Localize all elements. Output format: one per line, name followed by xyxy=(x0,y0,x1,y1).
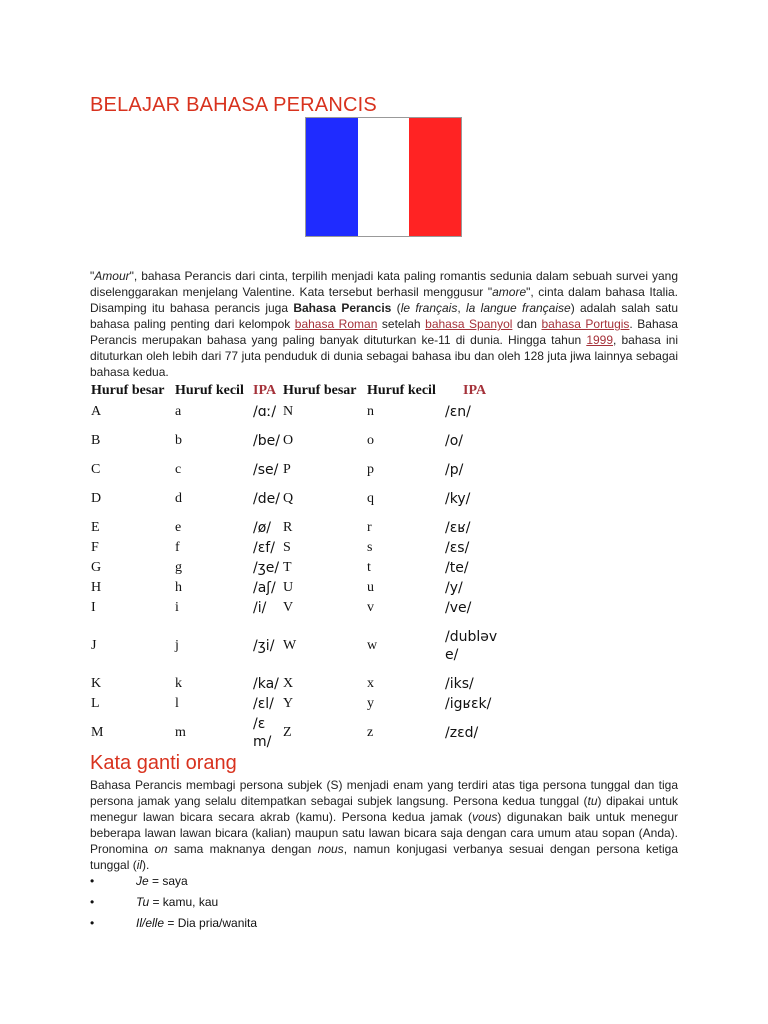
text: ) digunakan baik untuk menegur beberapa lawan lawan bicara (kalian) maupun satu lawan bicara saja dengan cara umum atau sopan (Anda). Pronomina xyxy=(90,810,678,856)
header-ipa-2 xyxy=(444,380,506,402)
uppercase-letter: I xyxy=(91,600,96,615)
ipa-value: /iks/ xyxy=(445,676,474,692)
uppercase-letter: P xyxy=(283,462,291,477)
alphabet-header-row xyxy=(90,380,506,402)
lowercase-letter: m xyxy=(175,725,186,740)
link-bahasa-portugis[interactable]: bahasa Portugis xyxy=(541,317,630,331)
text: dan xyxy=(512,317,542,331)
uppercase-letter: M xyxy=(91,725,104,740)
alphabet-row xyxy=(90,558,506,578)
alphabet-row xyxy=(90,538,506,558)
term-vous: vous xyxy=(472,810,498,824)
term-on: on xyxy=(154,842,168,856)
uppercase-letter: L xyxy=(91,696,100,711)
lowercase-letter: p xyxy=(367,462,374,477)
header-huruf-kecil-2: Huruf kecil xyxy=(367,383,436,398)
ipa-value: /ky/ xyxy=(445,491,471,507)
uppercase-letter: X xyxy=(283,676,294,691)
list-item-text xyxy=(136,893,218,911)
intro-paragraph xyxy=(90,268,678,380)
uppercase-letter: K xyxy=(91,676,102,691)
lowercase-letter: j xyxy=(175,638,179,653)
lowercase-letter: x xyxy=(367,676,374,691)
ipa-value: /ø/ xyxy=(253,520,271,536)
ipa-value: /dubləve/ xyxy=(445,629,498,663)
lowercase-letter: r xyxy=(367,520,372,535)
ipa-value: /ɛl/ xyxy=(253,696,274,712)
ipa-value: /p/ xyxy=(445,462,464,478)
term-il: il xyxy=(136,858,143,872)
text: ) adalah salah satu bahasa paling penting dari kelompok xyxy=(90,301,679,331)
alphabet-row xyxy=(90,598,506,618)
list-item-text xyxy=(136,914,257,932)
uppercase-letter: O xyxy=(283,433,294,448)
pronoun-def: = Dia pria/wanita xyxy=(164,916,258,930)
uppercase-letter: V xyxy=(283,600,294,615)
uppercase-letter: D xyxy=(91,491,102,506)
ipa-value: /y/ xyxy=(445,580,463,596)
header-huruf-besar-2: Huruf besar xyxy=(283,383,357,398)
term-bahasa-perancis: Bahasa Perancis xyxy=(293,301,392,315)
ipa-value: /ve/ xyxy=(445,600,472,616)
ipa-value: /ʒe/ xyxy=(253,560,280,576)
lowercase-letter: g xyxy=(175,560,182,575)
header-huruf-besar: Huruf besar xyxy=(91,383,165,398)
text: sama maknanya dengan xyxy=(167,842,318,856)
lowercase-letter: d xyxy=(175,491,182,506)
lowercase-letter: n xyxy=(367,404,374,419)
uppercase-letter: B xyxy=(91,433,101,448)
text: setelah xyxy=(377,317,426,331)
bullet-icon: • xyxy=(90,874,95,888)
uppercase-letter: Q xyxy=(283,491,294,506)
ipa-value: /ʒi/ xyxy=(253,638,275,654)
alphabet-row xyxy=(90,618,506,674)
text: Bahasa Perancis membagi persona subjek (S) menjadi enam yang terdiri atas tiga persona tunggal dan tiga persona jamak yang selalu ditempatkan sebagai subjek langsung. Persona kedua tunggal ( xyxy=(90,778,678,808)
uppercase-letter: J xyxy=(91,638,97,653)
lowercase-letter: f xyxy=(175,540,180,555)
uppercase-letter: E xyxy=(91,520,100,535)
ipa-value: /o/ xyxy=(445,433,463,449)
alphabet-row xyxy=(90,674,506,694)
uppercase-letter: F xyxy=(91,540,99,555)
page-title: BELAJAR BAHASA PERANCIS xyxy=(90,94,377,116)
pronoun-term: Je xyxy=(136,874,149,888)
uppercase-letter: S xyxy=(283,540,291,555)
alphabet-row xyxy=(90,460,506,480)
term-tu: tu xyxy=(587,794,598,808)
pronoun-term: Tu xyxy=(136,895,150,909)
alphabet-row xyxy=(90,578,506,598)
alphabet-row xyxy=(90,480,506,518)
lowercase-letter: y xyxy=(367,696,374,711)
pronoun-paragraph xyxy=(90,777,678,873)
ipa-value: /igʁɛk/ xyxy=(445,696,492,712)
link-1999[interactable]: 1999 xyxy=(586,333,614,347)
ipa-value: /de/ xyxy=(253,491,280,507)
pronoun-def: = saya xyxy=(148,874,188,888)
lowercase-letter: h xyxy=(175,580,182,595)
text: ) dipakai untuk menegur lawan bicara secara akrab (kamu). Persona kedua jamak ( xyxy=(90,794,678,824)
uppercase-letter: G xyxy=(91,560,102,575)
lowercase-letter: s xyxy=(367,540,373,555)
alphabet-body xyxy=(90,402,506,752)
ipa-value: /i/ xyxy=(253,600,267,616)
lowercase-letter: t xyxy=(367,560,371,575)
flag-stripe-blue xyxy=(306,118,358,236)
ipa-value: /aʃ/ xyxy=(253,580,276,596)
uppercase-letter: Y xyxy=(283,696,294,711)
link-bahasa-roman[interactable]: bahasa Roman xyxy=(294,317,378,331)
ipa-value: /ɛs/ xyxy=(445,540,470,556)
lowercase-letter: k xyxy=(175,676,182,691)
text: " xyxy=(90,269,95,283)
lowercase-letter: e xyxy=(175,520,182,535)
alphabet-row xyxy=(90,422,506,460)
flag-stripe-white xyxy=(358,118,410,236)
ipa-value: /ɑː/ xyxy=(253,404,277,420)
alphabet-row xyxy=(90,714,506,752)
text: , bahasa ini dituturkan oleh lebih dari 77 juta penduduk di dunia sebagai bahasa ibu dan oleh 128 juta jiwa lainnya sebagai bahasa kedua. xyxy=(90,333,678,379)
term-la-langue: la langue française xyxy=(466,301,571,315)
ipa-value: /zɛd/ xyxy=(445,725,479,741)
uppercase-letter: A xyxy=(91,404,102,419)
uppercase-letter: C xyxy=(91,462,101,477)
lowercase-letter: u xyxy=(367,580,374,595)
ipa-value: /te/ xyxy=(445,560,469,576)
link-ipa-2[interactable]: IPA xyxy=(463,383,487,398)
ipa-value: /be/ xyxy=(253,433,280,449)
link-ipa[interactable]: IPA xyxy=(253,383,277,398)
pronoun-def: = kamu, kau xyxy=(149,895,219,909)
lowercase-letter: a xyxy=(175,404,182,419)
lowercase-letter: q xyxy=(367,491,374,506)
ipa-value: /ka/ xyxy=(253,676,279,692)
lowercase-letter: z xyxy=(367,725,374,740)
term-amore: amore xyxy=(492,285,527,299)
link-bahasa-spanyol[interactable]: bahasa Spanyol xyxy=(425,317,513,331)
alphabet-row xyxy=(90,402,506,422)
ipa-value: /ɛf/ xyxy=(253,540,275,556)
alphabet-row xyxy=(90,518,506,538)
lowercase-letter: o xyxy=(367,433,374,448)
lowercase-letter: v xyxy=(367,600,374,615)
ipa-value: /se/ xyxy=(253,462,279,478)
flag-stripe-red xyxy=(409,118,461,236)
bullet-icon: • xyxy=(90,916,95,930)
section-heading: Kata ganti orang xyxy=(90,752,237,774)
uppercase-letter: R xyxy=(283,520,293,535)
text: ", cinta dalam bahasa Italia. Disamping itu bahasa perancis juga xyxy=(90,285,679,315)
header-huruf-kecil: Huruf kecil xyxy=(175,383,244,398)
uppercase-letter: H xyxy=(91,580,102,595)
ipa-value: /ɛʁ/ xyxy=(445,520,471,536)
alphabet-row xyxy=(90,694,506,714)
list-item-text xyxy=(136,872,188,890)
header-ipa xyxy=(252,380,282,402)
lowercase-letter: l xyxy=(175,696,179,711)
text: , namun konjugasi verbanya sesuai dengan persona ketiga tunggal ( xyxy=(90,842,678,872)
uppercase-letter: Z xyxy=(283,725,292,740)
lowercase-letter: i xyxy=(175,600,179,615)
text: ", bahasa Perancis dari cinta, terpilih menjadi kata paling romantis sedunia dalam sebuah survei yang diselenggarakan menjelang Valentine. Kata tersebut berhasil menggusur " xyxy=(90,269,678,299)
text: . Bahasa Perancis merupakan bahasa yang paling banyak dituturkan ke-11 di dunia. Hingga tahun xyxy=(90,317,678,347)
term-amour: Amour xyxy=(94,269,130,283)
french-flag-image xyxy=(305,117,462,237)
ipa-value: /ɛm/ xyxy=(253,716,272,750)
pronoun-term: Il/elle xyxy=(136,916,165,930)
uppercase-letter: N xyxy=(283,404,294,419)
uppercase-letter: W xyxy=(283,638,297,653)
lowercase-letter: w xyxy=(367,638,378,653)
uppercase-letter: T xyxy=(283,560,292,575)
text: ). xyxy=(142,858,150,872)
alphabet-table xyxy=(90,380,506,752)
ipa-value: /ɛn/ xyxy=(445,404,471,420)
text: ( xyxy=(391,301,401,315)
term-nous: nous xyxy=(317,842,344,856)
lowercase-letter: c xyxy=(175,462,182,477)
uppercase-letter: U xyxy=(283,580,294,595)
term-le-francais: le français xyxy=(400,301,458,315)
text: , xyxy=(457,301,467,315)
bullet-icon: • xyxy=(90,895,95,909)
lowercase-letter: b xyxy=(175,433,182,448)
